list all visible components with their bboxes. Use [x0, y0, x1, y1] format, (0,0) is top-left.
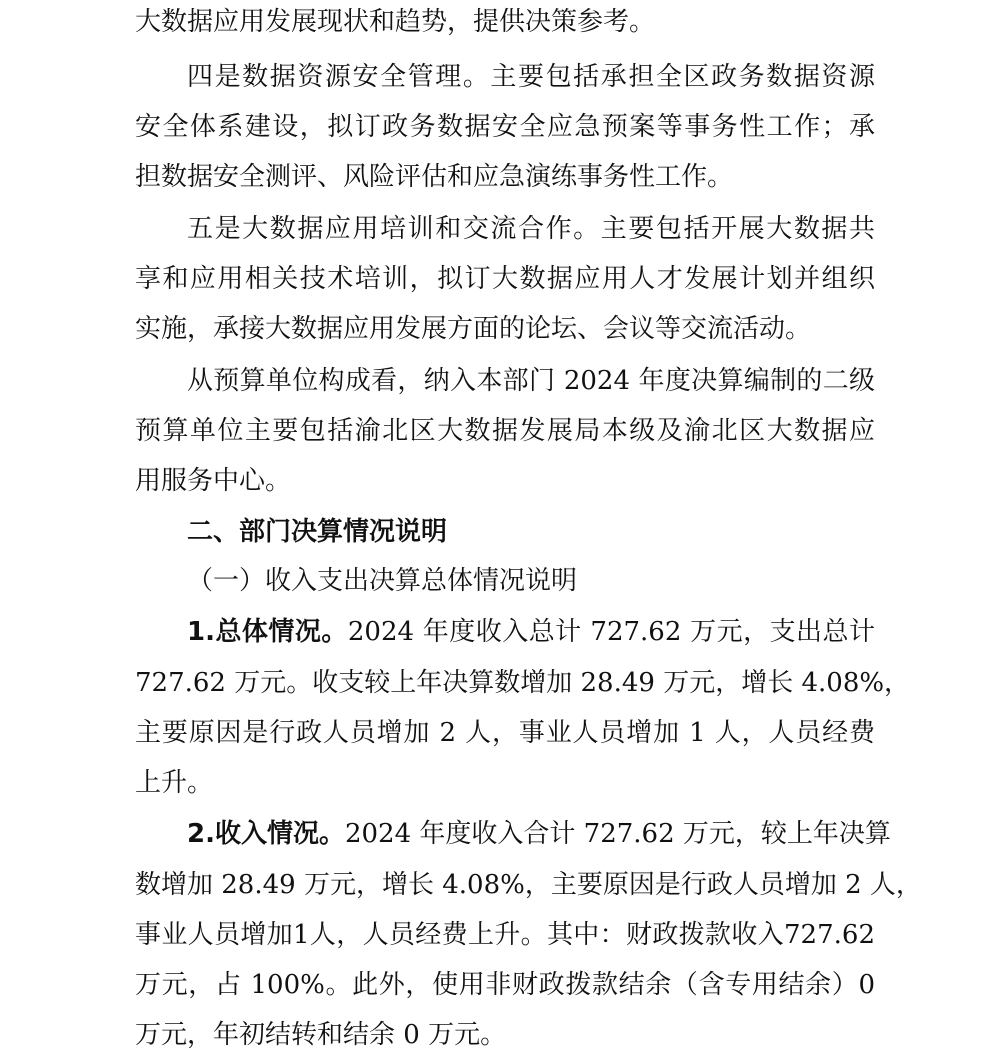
paragraph-line — [187, 614, 875, 650]
paragraph-line: 安全体系建设，拟订政务数据安全应急预案等事务性工作；承 — [135, 112, 875, 142]
section-heading: 二、部门决算情况说明 — [187, 517, 448, 547]
paragraph-line — [187, 816, 891, 852]
paragraph-line: 大数据应用发展现状和趋势，提供决策参考。 — [135, 7, 656, 37]
subsection-heading: （一）收入支出决算总体情况说明 — [187, 566, 578, 596]
paragraph-line: 享和应用相关技术培训，拟订大数据应用人才发展计划并组织 — [135, 264, 875, 294]
paragraph-line: 担数据安全测评、风险评估和应急演练事务性工作。 — [135, 162, 734, 192]
paragraph-line: 数增加 28.49 万元，增长 4.08%，主要原因是行政人员增加 2 人， — [135, 870, 922, 900]
paragraph-line: 用服务中心。 — [135, 466, 292, 496]
paragraph-line: 上升。 — [135, 768, 214, 798]
paragraph-text: 2024 年度收入合计 727.62 万元，较上年决算 — [344, 819, 891, 849]
paragraph-line: 事业人员增加1人，人员经费上升。其中：财政拨款收入727.62 — [135, 920, 875, 950]
paragraph-line: 预算单位主要包括渝北区大数据发展局本级及渝北区大数据应 — [135, 416, 875, 446]
paragraph-lead: 1.总体情况。 — [187, 617, 348, 647]
paragraph-line: 万元，占 100%。此外，使用非财政拨款结余（含专用结余）0 — [135, 970, 875, 1000]
paragraph-line: 727.62 万元。收支较上年决算数增加 28.49 万元，增长 4.08%， — [135, 668, 911, 698]
paragraph-text: 2024 年度收入总计 727.62 万元，支出总计 — [347, 617, 876, 647]
paragraph-line: 万元，年初结转和结余 0 万元。 — [135, 1020, 507, 1050]
paragraph-line: 五是大数据应用培训和交流合作。主要包括开展大数据共 — [187, 214, 875, 244]
paragraph-line: 四是数据资源安全管理。主要包括承担全区政务数据资源 — [187, 62, 875, 92]
paragraph-line: 实施，承接大数据应用发展方面的论坛、会议等交流活动。 — [135, 314, 812, 344]
paragraph-line: 主要原因是行政人员增加 2 人，事业人员增加 1 人，人员经费 — [135, 718, 875, 748]
paragraph-lead: 2.收入情况。 — [187, 819, 345, 849]
paragraph-line: 从预算单位构成看，纳入本部门 2024 年度决算编制的二级 — [187, 366, 875, 396]
